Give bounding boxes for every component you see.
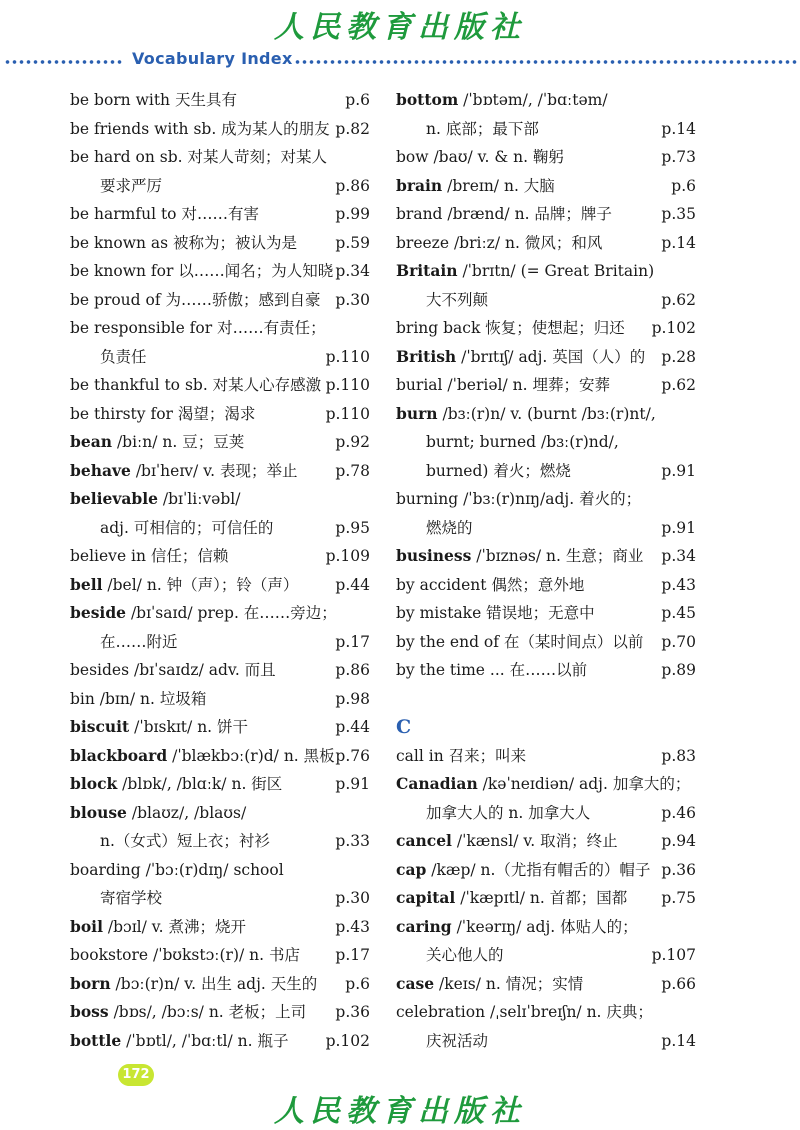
entry-text <box>396 913 638 942</box>
entry-text <box>70 485 240 514</box>
entry-headword: Britain <box>396 261 458 280</box>
entry-text <box>396 143 564 172</box>
entry-page-ref: p.14 <box>661 119 696 138</box>
entry-headword: blackboard <box>70 745 168 765</box>
entry-text <box>70 172 162 201</box>
index-entry <box>70 884 370 913</box>
entry-page-ref: p.98 <box>335 689 370 708</box>
entry-definition: /ˈblækbɔː(r)d/ n. 黑板 <box>167 746 335 765</box>
entry-definition: burnt; burned /bɜː(r)nd/, <box>426 433 619 451</box>
entry-page-ref: p.86 <box>335 661 370 679</box>
index-entry <box>70 856 370 885</box>
entry-headword: brain <box>396 175 443 195</box>
index-entry <box>396 1027 696 1056</box>
entry-definition: /keɪs/ n. 情况；实情 <box>434 974 584 993</box>
entry-definition: /bɪˈliːvəbl/ <box>157 490 241 508</box>
entry-definition: besides /bɪˈsaɪdz/ adv. 而且 <box>70 661 276 679</box>
entry-text <box>70 1027 289 1056</box>
entry-page-ref: p.78 <box>335 461 370 480</box>
index-entry <box>396 400 696 429</box>
entry-text <box>396 1027 488 1056</box>
entry-page-ref: p.34 <box>661 547 696 565</box>
dotted-rule-left <box>4 60 122 64</box>
entry-text <box>396 514 473 543</box>
index-entry <box>396 371 696 400</box>
entry-headword: block <box>70 774 118 793</box>
entry-definition: celebration /ˌselɪˈbreɪʃn/ n. 庆典； <box>396 1003 653 1021</box>
entry-text <box>70 970 317 999</box>
entry-headword: case <box>396 973 435 993</box>
entry-definition: breeze /briːz/ n. 微风；和风 <box>396 233 603 252</box>
index-entry <box>396 143 696 172</box>
index-entry <box>396 827 696 856</box>
entry-definition: burning /ˈbɜː(r)nɪŋ/adj. 着火的； <box>396 490 642 508</box>
index-column-left <box>70 86 370 1055</box>
entry-text <box>396 428 619 457</box>
entry-text <box>396 656 587 685</box>
entry-definition: be known as 被称为；被认为是 <box>70 233 298 252</box>
index-entry <box>396 799 696 828</box>
entry-definition: /bɪˈheɪv/ v. 表现；举止 <box>130 461 298 480</box>
entry-headword: cap <box>396 859 427 879</box>
entry-definition: /breɪn/ n. 大脑 <box>442 176 555 195</box>
entry-headword: bean <box>70 432 113 451</box>
index-entry <box>396 941 696 970</box>
entry-definition: be thankful to sb. 对某人心存感激 <box>70 376 322 394</box>
entry-definition: be harmful to 对……有害 <box>70 205 259 223</box>
entry-text <box>396 172 555 201</box>
entry-definition: /bel/ n. 钟（声）；铃（声） <box>102 575 299 594</box>
entry-definition: burned) 着火；燃烧 <box>426 461 571 480</box>
section-header <box>0 46 800 76</box>
entry-text <box>396 542 643 571</box>
entry-text <box>70 229 297 258</box>
entry-text <box>396 770 690 799</box>
entry-definition: be hard on sb. 对某人苛刻；对某人 <box>70 148 327 166</box>
index-entry <box>70 742 370 771</box>
entry-text <box>70 400 255 429</box>
entry-definition: be known for 以……闻名；为人知晓 <box>70 262 334 280</box>
entry-text <box>70 257 333 286</box>
entry-definition: be proud of 为……骄傲；感到自豪 <box>70 290 321 309</box>
entry-page-ref: p.94 <box>661 832 696 850</box>
index-entry <box>396 656 696 685</box>
index-entry <box>396 913 696 942</box>
index-entry <box>396 314 696 343</box>
index-entry <box>70 1027 370 1056</box>
entry-page-ref: p.73 <box>661 148 696 166</box>
entry-definition: be responsible for 对……有责任； <box>70 319 326 337</box>
entry-headword: bell <box>70 574 103 594</box>
entry-definition: 要求严厉 <box>100 176 163 195</box>
entry-page-ref: p.6 <box>345 91 370 109</box>
entry-headword: believable <box>70 489 158 508</box>
entry-definition: /ˈbɒtl/, /ˈbɑːtl/ n. 瓶子 <box>121 1031 289 1050</box>
index-entry <box>70 913 370 942</box>
index-entry <box>70 257 370 286</box>
entry-headword: Canadian <box>396 774 478 793</box>
entry-definition: /ˈbɪznəs/ n. 生意；商业 <box>471 547 644 565</box>
index-entry <box>396 115 696 144</box>
entry-definition: bin /bɪn/ n. 垃圾箱 <box>70 689 207 708</box>
entry-text <box>396 628 643 657</box>
index-entry <box>70 314 370 343</box>
index-entry <box>70 172 370 201</box>
entry-page-ref: p.43 <box>661 575 696 594</box>
entry-text <box>70 542 228 571</box>
index-entry <box>70 770 370 799</box>
index-entry <box>396 172 696 201</box>
entry-definition: /ˈkeərɪŋ/ adj. 体贴人的； <box>451 917 638 936</box>
index-entry <box>70 685 370 714</box>
entry-text <box>70 200 259 229</box>
entry-text <box>70 656 276 685</box>
entry-text <box>396 827 618 856</box>
entry-text <box>70 713 248 742</box>
index-entry <box>70 200 370 229</box>
entry-text <box>396 941 504 970</box>
index-entry <box>396 428 696 457</box>
entry-text <box>396 884 627 913</box>
entry-definition: believe in 信任；信赖 <box>70 547 229 565</box>
entry-headword: blouse <box>70 802 127 822</box>
entry-text <box>396 856 650 885</box>
index-entry <box>396 628 696 657</box>
entry-page-ref: p.62 <box>661 376 696 394</box>
index-entry <box>70 799 370 828</box>
index-entry <box>70 428 370 457</box>
entry-text <box>396 371 610 400</box>
entry-definition: be thirsty for 渴望；渴求 <box>70 404 256 423</box>
entry-text <box>396 799 590 828</box>
entry-page-ref: p.44 <box>335 575 370 594</box>
entry-page-ref: p.45 <box>661 604 696 622</box>
entry-page-ref: p.109 <box>325 547 370 565</box>
entry-page-ref: p.110 <box>325 347 370 366</box>
entry-text <box>396 599 595 628</box>
entry-definition: /kəˈneɪdiən/ adj. 加拿大的； <box>477 775 691 793</box>
entry-text <box>396 86 608 115</box>
entry-page-ref: p.76 <box>335 746 370 765</box>
index-entry <box>70 998 370 1027</box>
index-entry <box>70 229 370 258</box>
index-entry <box>70 970 370 999</box>
index-entry <box>396 599 696 628</box>
entry-page-ref: p.33 <box>335 832 370 850</box>
entry-headword: British <box>396 346 457 366</box>
entry-definition: /bɪˈsaɪd/ prep. 在……旁边； <box>126 604 337 622</box>
entry-text <box>396 229 602 258</box>
index-entry <box>70 457 370 486</box>
index-entry <box>70 628 370 657</box>
entry-definition: by the time ... 在……以前 <box>396 661 588 679</box>
entry-definition: /bɒs/, /bɔːs/ n. 老板；上司 <box>108 1003 307 1021</box>
entry-text <box>70 685 206 714</box>
entry-text <box>70 998 306 1027</box>
entry-definition: /ˈkænsl/ v. 取消；终止 <box>451 832 618 850</box>
entry-definition: be friends with sb. 成为某人的朋友 <box>70 119 330 138</box>
entry-page-ref: p.91 <box>661 461 696 480</box>
index-entry <box>70 941 370 970</box>
entry-definition: by the end of 在（某时间点）以前 <box>396 632 644 651</box>
entry-text <box>70 799 246 828</box>
entry-text <box>396 571 584 600</box>
entry-page-ref: p.59 <box>335 233 370 252</box>
entry-headword: behave <box>70 460 131 480</box>
entry-page-ref: p.102 <box>651 319 696 337</box>
entry-definition: bring back 恢复；使想起；归还 <box>396 319 625 337</box>
entry-definition: boarding /ˈbɔː(r)dɪŋ/ school <box>70 860 284 879</box>
entry-definition: /kæp/ n.（尤指有帽舌的）帽子 <box>426 860 651 879</box>
entry-definition: bow /baʊ/ v. & n. 鞠躬 <box>396 148 564 166</box>
index-entry <box>70 86 370 115</box>
entry-page-ref: p.110 <box>325 376 370 394</box>
entry-page-ref: p.107 <box>651 946 696 964</box>
entry-page-ref: p.14 <box>661 1031 696 1050</box>
entry-page-ref: p.91 <box>335 775 370 793</box>
entry-headword: bottle <box>70 1030 122 1050</box>
entry-headword: born <box>70 973 111 993</box>
entry-definition: /bɔː(r)n/ v. 出生 adj. 天生的 <box>110 974 318 993</box>
entry-page-ref: p.91 <box>661 518 696 537</box>
index-entry <box>70 542 370 571</box>
entry-text <box>396 343 645 372</box>
entry-definition: by accident 偶然；意外地 <box>396 575 585 594</box>
entry-text <box>70 770 282 799</box>
dotted-rule-right <box>294 60 798 64</box>
index-entry <box>396 200 696 229</box>
entry-page-ref: p.99 <box>335 205 370 223</box>
entry-text <box>70 115 330 144</box>
entry-definition: burial /ˈberiəl/ n. 埋葬；安葬 <box>396 376 610 394</box>
entry-page-ref: p.28 <box>661 347 696 366</box>
entry-text <box>70 286 321 315</box>
index-entry <box>396 86 696 115</box>
entry-definition: /blɒk/, /blɑːk/ n. 街区 <box>117 775 283 793</box>
entry-definition: /ˈbrɪtɪʃ/ adj. 英国（人）的 <box>456 347 646 366</box>
entry-text <box>70 314 326 343</box>
entry-page-ref: p.34 <box>335 262 370 280</box>
index-entry <box>396 970 696 999</box>
entry-definition: 庆祝活动 <box>426 1031 489 1050</box>
entry-text <box>70 143 327 172</box>
entry-definition: 在……附近 <box>100 632 178 651</box>
entry-text <box>396 200 612 229</box>
entry-page-ref: p.30 <box>335 290 370 309</box>
entry-definition: n.（女式）短上衣；衬衫 <box>100 832 270 850</box>
entry-headword: capital <box>396 888 456 907</box>
index-entry <box>70 571 370 600</box>
publisher-logo-top: 人民教育出版社 <box>274 10 526 45</box>
entry-text <box>70 599 337 628</box>
entry-definition: /ˈbɪskɪt/ n. 饼干 <box>129 718 249 736</box>
entry-text <box>396 998 653 1027</box>
index-entry <box>70 343 370 372</box>
entry-definition: /ˈbɒtəm/, /ˈbɑːtəm/ <box>458 91 608 109</box>
entry-text <box>70 628 178 657</box>
entry-text <box>396 485 641 514</box>
entry-text <box>396 400 656 429</box>
entry-page-ref: p.110 <box>325 404 370 423</box>
entry-text <box>70 884 162 913</box>
entry-page-ref: p.43 <box>335 917 370 936</box>
entry-definition: adj. 可相信的；可信任的 <box>100 518 274 537</box>
section-title: Vocabulary Index <box>132 49 293 68</box>
entry-text <box>70 371 321 400</box>
index-entry <box>396 742 696 771</box>
index-entry <box>396 514 696 543</box>
index-entry <box>70 713 370 742</box>
entry-definition: 关心他人的 <box>426 946 504 964</box>
entry-headword: bottom <box>396 90 459 109</box>
entry-page-ref: p.83 <box>661 746 696 765</box>
index-entry <box>396 998 696 1027</box>
entry-page-ref: p.75 <box>661 889 696 907</box>
entry-text <box>70 941 300 970</box>
entry-definition: be born with 天生具有 <box>70 91 237 109</box>
entry-text <box>396 457 571 486</box>
entry-headword: boil <box>70 916 103 936</box>
entry-page-ref: p.36 <box>661 860 696 879</box>
index-entry <box>70 371 370 400</box>
letter-heading: C <box>396 716 412 738</box>
entry-headword: boss <box>70 1002 109 1021</box>
index-entry <box>70 485 370 514</box>
entry-definition: 加拿大人的 n. 加拿大人 <box>426 803 591 822</box>
page-number-badge: 172 <box>118 1064 154 1086</box>
entry-definition: /ˈbrɪtn/ (= Great Britain) <box>457 262 655 280</box>
entry-page-ref: p.82 <box>335 119 370 138</box>
index-entry <box>396 571 696 600</box>
entry-text <box>396 314 625 343</box>
entry-page-ref: p.17 <box>335 946 370 964</box>
entry-page-ref: p.89 <box>661 661 696 679</box>
index-entry <box>70 143 370 172</box>
index-entry <box>396 286 696 315</box>
entry-page-ref: p.46 <box>661 803 696 822</box>
entry-text <box>70 428 244 457</box>
index-entry <box>396 229 696 258</box>
entry-text <box>70 457 297 486</box>
entry-definition: /bɔɪl/ v. 煮沸；烧开 <box>102 917 247 936</box>
index-entry <box>70 599 370 628</box>
entry-headword: cancel <box>396 831 452 850</box>
entry-page-ref: p.92 <box>335 433 370 451</box>
index-entry <box>70 115 370 144</box>
entry-headword: business <box>396 546 472 565</box>
entry-definition: n. 底部；最下部 <box>426 119 539 138</box>
entry-text <box>70 514 273 543</box>
entry-headword: caring <box>396 916 452 936</box>
entry-definition: /biːn/ n. 豆；豆荚 <box>112 433 245 451</box>
entry-page-ref: p.44 <box>335 718 370 736</box>
entry-page-ref: p.95 <box>335 518 370 537</box>
entry-text <box>70 913 246 942</box>
entry-headword: biscuit <box>70 717 130 736</box>
entry-text <box>70 343 147 372</box>
index-entry <box>70 827 370 856</box>
entry-text <box>396 970 583 999</box>
entry-page-ref: p.6 <box>345 974 370 993</box>
index-entry <box>70 400 370 429</box>
entry-page-ref: p.66 <box>661 974 696 993</box>
entry-text <box>70 571 298 600</box>
entry-definition: brand /brænd/ n. 品牌；牌子 <box>396 205 612 223</box>
index-entry <box>396 856 696 885</box>
index-entry <box>396 770 696 799</box>
entry-text <box>396 115 539 144</box>
entry-page-ref: p.14 <box>661 233 696 252</box>
entry-definition: /bɜː(r)n/ v. (burnt /bɜː(r)nt/, <box>437 404 656 423</box>
publisher-logo-bottom: 人民教育出版社 <box>274 1094 526 1129</box>
entry-text <box>396 742 526 771</box>
entry-definition: call in 召来；叫来 <box>396 746 527 765</box>
entry-headword: burn <box>396 403 438 423</box>
entry-definition: 燃烧的 <box>426 518 473 537</box>
index-entry <box>396 542 696 571</box>
entry-text <box>396 257 654 286</box>
entry-page-ref: p.36 <box>335 1003 370 1021</box>
index-spacer <box>396 685 696 714</box>
index-column-right <box>396 86 696 1055</box>
index-entry <box>396 884 696 913</box>
entry-page-ref: p.6 <box>671 176 696 195</box>
entry-definition: /ˈkæpɪtl/ n. 首都；国都 <box>455 889 628 907</box>
entry-page-ref: p.102 <box>325 1031 370 1050</box>
entry-definition: 负责任 <box>100 347 147 366</box>
entry-definition: bookstore /ˈbʊkstɔː(r)/ n. 书店 <box>70 946 300 964</box>
entry-text <box>70 86 237 115</box>
index-entry <box>396 457 696 486</box>
entry-definition: by mistake 错误地；无意中 <box>396 604 595 622</box>
index-entry <box>70 514 370 543</box>
entry-definition: 寄宿学校 <box>100 889 163 907</box>
index-entry <box>396 257 696 286</box>
entry-page-ref: p.30 <box>335 889 370 907</box>
index-entry <box>396 485 696 514</box>
entry-page-ref: p.70 <box>661 632 696 651</box>
entry-text <box>70 827 270 856</box>
index-entry <box>70 286 370 315</box>
entry-page-ref: p.62 <box>661 290 696 309</box>
entry-text <box>70 742 335 771</box>
entry-page-ref: p.17 <box>335 632 370 651</box>
entry-page-ref: p.86 <box>335 176 370 195</box>
index-entry <box>70 656 370 685</box>
entry-text <box>396 286 488 315</box>
entry-page-ref: p.35 <box>661 205 696 223</box>
entry-definition: 大不列颠 <box>426 290 489 309</box>
entry-text <box>70 856 284 885</box>
index-entry <box>396 343 696 372</box>
entry-definition: /blaʊz/, /blaʊs/ <box>126 803 247 822</box>
entry-headword: beside <box>70 603 127 622</box>
